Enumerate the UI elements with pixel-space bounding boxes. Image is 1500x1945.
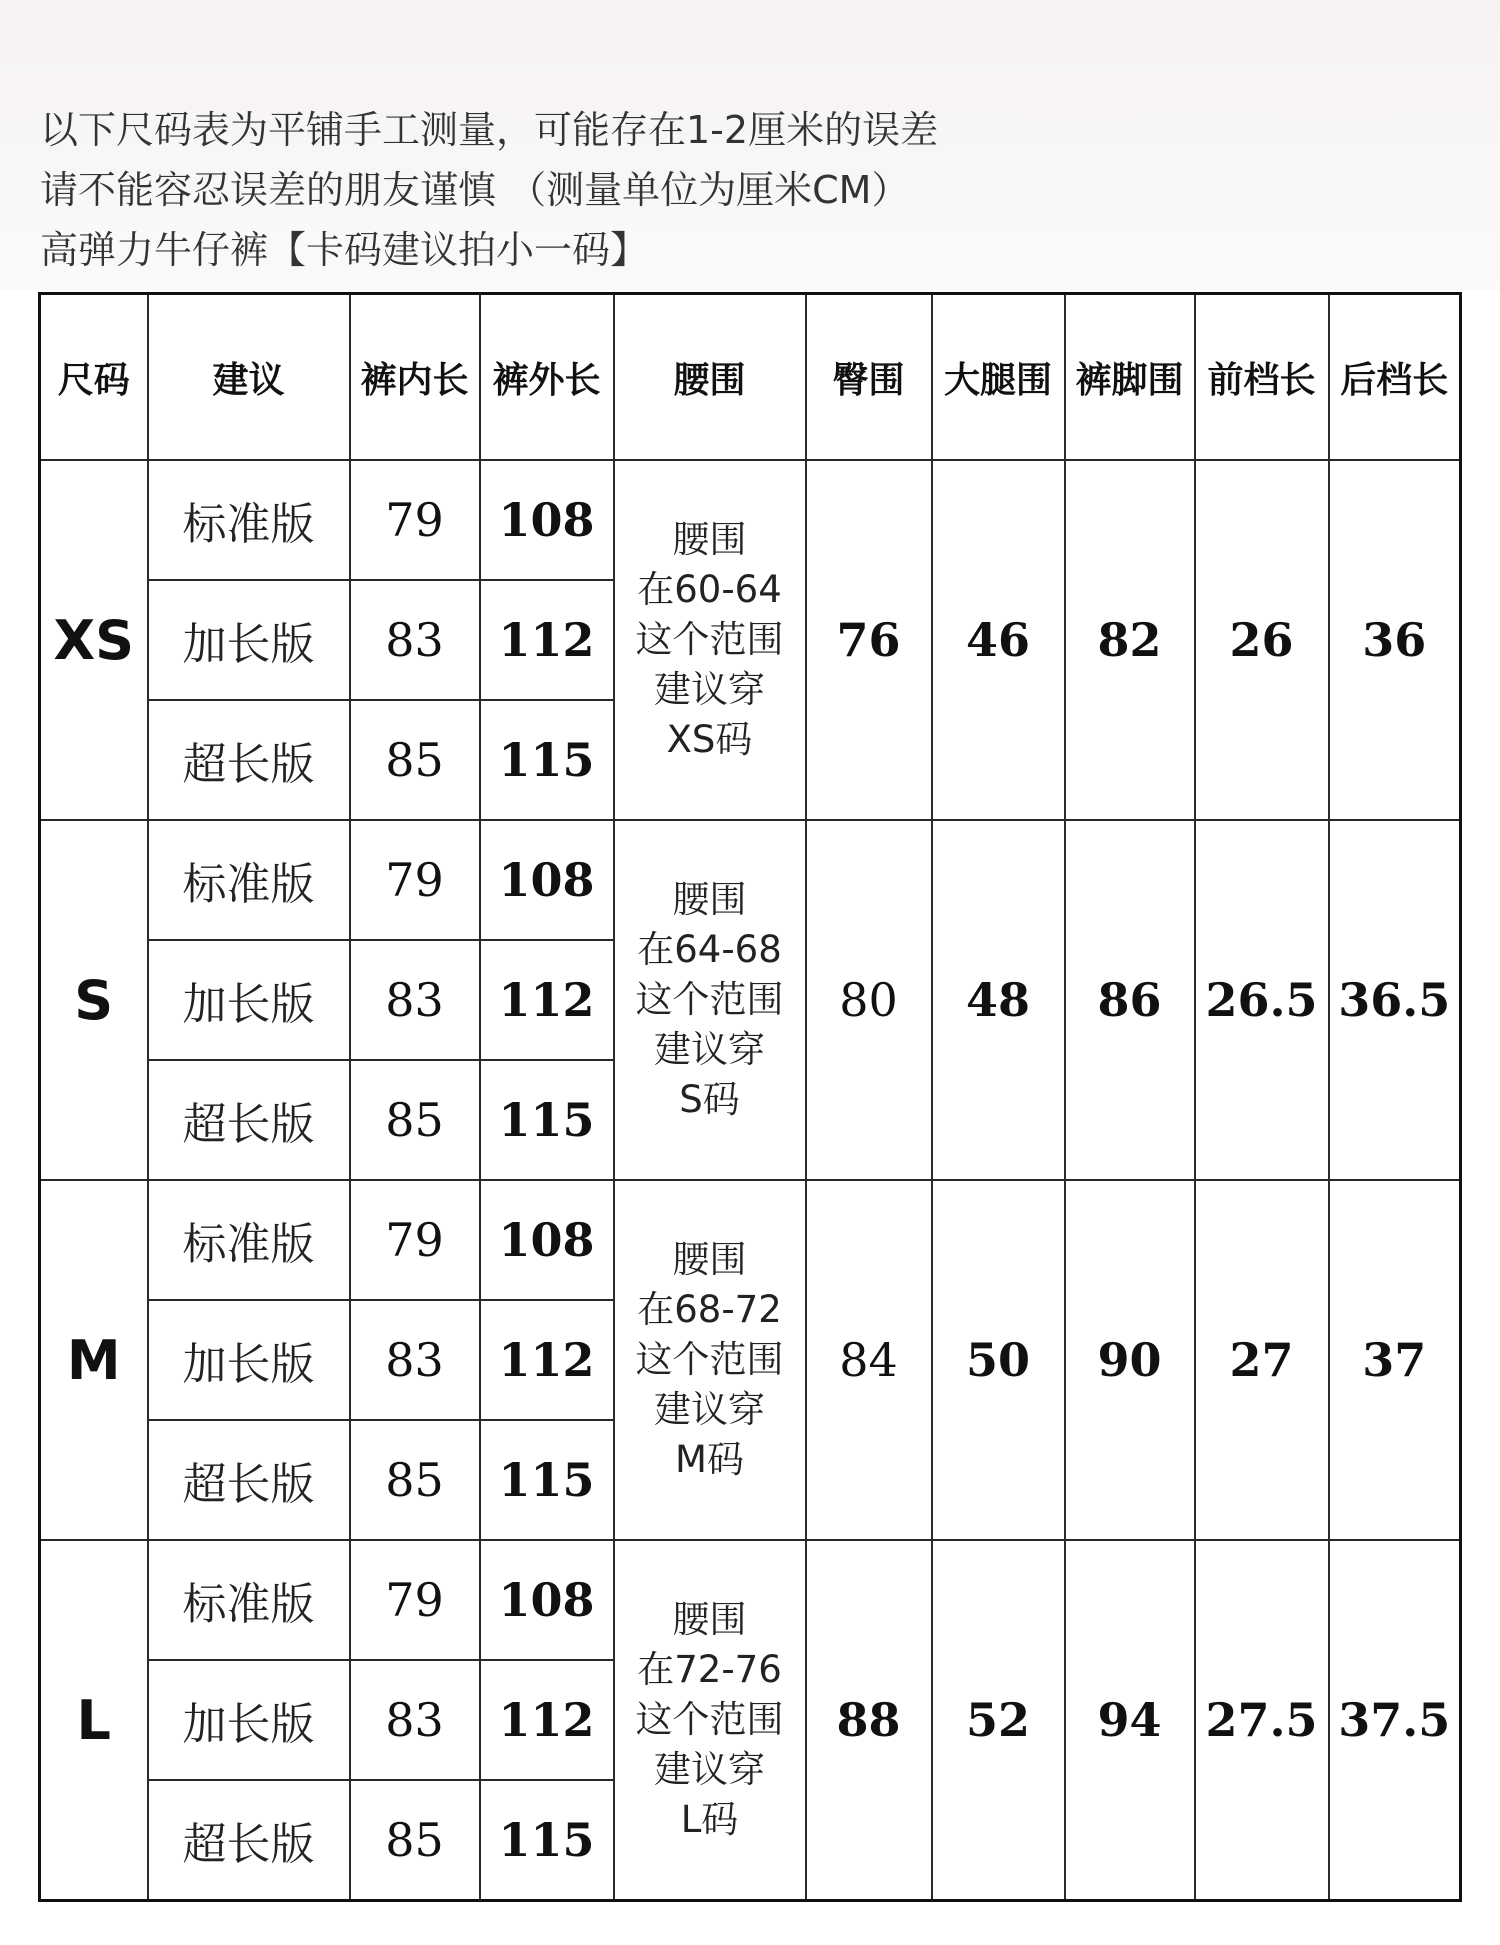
waist-line: 在64-68 — [637, 928, 782, 971]
inseam-cell: 85 — [350, 1420, 480, 1540]
waist-line: 腰围 — [672, 878, 747, 921]
header-row — [40, 294, 1461, 461]
header-inseam: 裤内长 — [350, 294, 480, 461]
waist-line: 建议穿 — [654, 1028, 765, 1071]
inseam-cell: 83 — [350, 1660, 480, 1780]
thigh-cell: 52 — [932, 1540, 1065, 1901]
outseam-cell: 112 — [480, 1660, 614, 1780]
waist-line: 建议穿 — [654, 1748, 765, 1791]
header-waist: 腰围 — [614, 294, 806, 461]
thigh-cell: 46 — [932, 460, 1065, 820]
outseam-cell: 108 — [480, 820, 614, 940]
thigh-cell: 48 — [932, 820, 1065, 1180]
waist-note — [614, 820, 806, 1180]
hem-cell: 82 — [1065, 460, 1195, 820]
header-hip: 臀围 — [806, 294, 932, 461]
waist-line: XS码 — [666, 718, 753, 761]
front-rise-cell: 27.5 — [1195, 1540, 1329, 1901]
inseam-cell: 83 — [350, 940, 480, 1060]
version-cell: 标准版 — [148, 460, 350, 580]
size-label: M — [40, 1180, 148, 1540]
note-line: 高弹力牛仔裤【卡码建议拍小一码】 — [40, 228, 649, 272]
inseam-cell: 85 — [350, 1060, 480, 1180]
hip-cell: 80 — [806, 820, 932, 1180]
measurement-notes — [40, 100, 938, 280]
outseam-cell: 108 — [480, 460, 614, 580]
waist-line: M码 — [675, 1438, 744, 1481]
outseam-cell: 115 — [480, 1060, 614, 1180]
version-cell: 标准版 — [148, 1540, 350, 1660]
front-rise-cell: 27 — [1195, 1180, 1329, 1540]
waist-line: L码 — [680, 1798, 739, 1841]
header-front-rise: 前档长 — [1195, 294, 1329, 461]
table-row — [40, 1540, 1461, 1660]
version-cell: 超长版 — [148, 1780, 350, 1901]
waist-note — [614, 1540, 806, 1901]
inseam-cell: 83 — [350, 580, 480, 700]
hem-cell: 94 — [1065, 1540, 1195, 1901]
version-cell: 加长版 — [148, 580, 350, 700]
outseam-cell: 115 — [480, 700, 614, 820]
header-hem: 裤脚围 — [1065, 294, 1195, 461]
outseam-cell: 108 — [480, 1540, 614, 1660]
inseam-cell: 79 — [350, 460, 480, 580]
waist-line: 腰围 — [672, 1238, 747, 1281]
waist-line: 这个范围 — [635, 1698, 784, 1741]
back-rise-cell: 37.5 — [1329, 1540, 1461, 1901]
front-rise-cell: 26 — [1195, 460, 1329, 820]
hip-cell: 76 — [806, 460, 932, 820]
version-cell: 超长版 — [148, 1060, 350, 1180]
hem-cell: 86 — [1065, 820, 1195, 1180]
version-cell: 加长版 — [148, 1660, 350, 1780]
inseam-cell: 79 — [350, 1180, 480, 1300]
waist-line: 建议穿 — [654, 1388, 765, 1431]
table-row — [40, 460, 1461, 580]
waist-line: 建议穿 — [654, 668, 765, 711]
waist-line: S码 — [679, 1078, 740, 1121]
inseam-cell: 83 — [350, 1300, 480, 1420]
back-rise-cell: 36 — [1329, 460, 1461, 820]
waist-line: 在68-72 — [637, 1288, 782, 1331]
version-cell: 加长版 — [148, 1300, 350, 1420]
outseam-cell: 108 — [480, 1180, 614, 1300]
waist-line: 腰围 — [672, 1598, 747, 1641]
waist-note — [614, 1180, 806, 1540]
hem-cell: 90 — [1065, 1180, 1195, 1540]
outseam-cell: 115 — [480, 1420, 614, 1540]
header-outseam: 裤外长 — [480, 294, 614, 461]
size-label: L — [40, 1540, 148, 1901]
size-chart-table — [38, 292, 1462, 1902]
note-line: 以下尺码表为平铺手工测量，可能存在1-2厘米的误差 — [40, 108, 939, 152]
waist-line: 在60-64 — [637, 568, 782, 611]
version-cell: 加长版 — [148, 940, 350, 1060]
outseam-cell: 112 — [480, 1300, 614, 1420]
header-back-rise: 后档长 — [1329, 294, 1461, 461]
hip-cell: 84 — [806, 1180, 932, 1540]
size-label: XS — [40, 460, 148, 820]
header-suggestion: 建议 — [148, 294, 350, 461]
note-line: 请不能容忍误差的朋友谨慎 （测量单位为厘米CM） — [40, 168, 910, 212]
outseam-cell: 112 — [480, 580, 614, 700]
waist-line: 在72-76 — [637, 1648, 782, 1691]
waist-line: 腰围 — [672, 518, 747, 561]
outseam-cell: 112 — [480, 940, 614, 1060]
version-cell: 标准版 — [148, 820, 350, 940]
inseam-cell: 85 — [350, 1780, 480, 1901]
waist-note — [614, 460, 806, 820]
back-rise-cell: 36.5 — [1329, 820, 1461, 1180]
hip-cell: 88 — [806, 1540, 932, 1901]
inseam-cell: 85 — [350, 700, 480, 820]
version-cell: 超长版 — [148, 700, 350, 820]
table-row — [40, 820, 1461, 940]
thigh-cell: 50 — [932, 1180, 1065, 1540]
inseam-cell: 79 — [350, 1540, 480, 1660]
outseam-cell: 115 — [480, 1780, 614, 1901]
front-rise-cell: 26.5 — [1195, 820, 1329, 1180]
waist-line: 这个范围 — [635, 618, 784, 661]
header-size: 尺码 — [40, 294, 148, 461]
back-rise-cell: 37 — [1329, 1180, 1461, 1540]
header-thigh: 大腿围 — [932, 294, 1065, 461]
inseam-cell: 79 — [350, 820, 480, 940]
waist-line: 这个范围 — [635, 978, 784, 1021]
table-row — [40, 1180, 1461, 1300]
waist-line: 这个范围 — [635, 1338, 784, 1381]
version-cell: 标准版 — [148, 1180, 350, 1300]
version-cell: 超长版 — [148, 1420, 350, 1540]
size-label: S — [40, 820, 148, 1180]
